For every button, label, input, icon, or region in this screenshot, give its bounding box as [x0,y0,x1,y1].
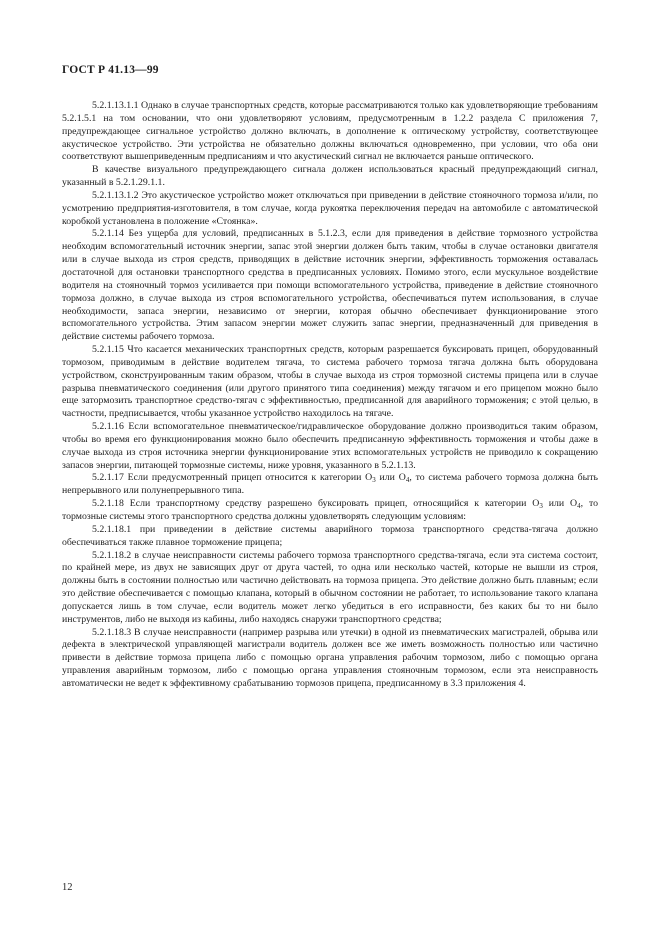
page-number: 12 [62,882,73,893]
paragraph-5-2-1-16: 5.2.1.16 Если вспомогательное пневматическое/гидравлическое оборудование должно производиться таким образом, чтобы во время его функционирования можно было обеспечить предписанную эффективность торможения и чтобы даже в случае выхода из строя источника энергии функционирование этих вспомогательных устройств не приводило к сокращению запасов энергии, питающей тормозные системы, ниже уровня, указанного в 5.2.1.13. [62,421,598,471]
paragraph-5-2-1-18-3: 5.2.1.18.3 В случае неисправности (например разрыва или утечки) в одной из пневматических магистралей, обрыва или дефекта в электрической управляющей магистрали водитель должен все же иметь возможность полностью или частично привести в действие тормоза прицепа либо с помощью органа управления рабочим тормозом, либо с помощью органа управления аварийным тормозом, либо с помощью органа управления стояночным тормозом, если эта неисправность автоматически не ведет к эффективному срабатыванию тормозов прицепа, предписанному в 3.3 приложения 4. [62,626,598,689]
text-segment: , то система рабочего тормоза должна быть непрерывного или полунепрерывного типа. [62,472,598,497]
paragraph-5-2-1-15: 5.2.1.15 Что касается механических транспортных средств, которым разрешается буксировать прицеп, оборудованный тормозом, приводимым в действие водителем тягача, то система рабочего тормоза тягача должна быть оборудована устройством, сконструированным таким образом, чтобы в случае выхода из строя тормозной системы прицепа или в случае разрыва пневматического соединения (или другого принятого типа соединения) между тягачом и его прицепом можно было еще затормозить транспортное средство-тягач с эффективностью, предписанной для аварийного торможения; с этой целью, в частности, предписывается, чтобы указанное устройство находилось на тягаче. [62,344,598,420]
paragraph-5-2-1-18-1: 5.2.1.18.1 при приведении в действие системы аварийного тормоза транспортного средства-тягача должно обеспечиваться также плавное торможение прицепа; [62,523,598,548]
text-segment: или О [375,472,406,484]
text-segment: , то тормозные системы этого транспортного средства должны удовлетворять следующим условиям: [62,498,598,522]
document-header: ГОСТ Р 41.13—99 [62,64,159,76]
paragraph-5-2-1-17 [62,472,598,498]
paragraph-5-2-1-13-1-1: 5.2.1.13.1.1 Однако в случае транспортных средств, которые рассматриваются только как удовлетворяющие требованиям 5.2.1.5.1 на том основании, что они удовлетворяют условиям, предусмотренным в 1.2.2 раздела С приложения 7, предупреждающее сигнальное устройство должно включать, в дополнение к оптическому устройству, соответствующее акустическое устройство. Эти устройства не обязательно должны включаться одновременно, при условии, что оба они соответствуют вышеприведенным предписаниям и что акустический сигнал не включается раньше оптического. [62,100,598,163]
text-segment: или О [542,498,578,510]
subscript: 4 [577,502,581,511]
text-segment: 5.2.1.17 Если предусмотренный прицеп относится к категории О [92,472,373,484]
paragraph-5-2-1-18 [62,498,598,524]
paragraph-visual-signal: В качестве визуального предупреждающего сигнала должен использоваться красный предупреждающий сигнал, указанный в 5.2.1.29.1.1. [62,164,598,189]
subscript: 4 [405,476,410,485]
paragraph-5-2-1-14: 5.2.1.14 Без ущерба для условий, предписанных в 5.1.2.3, если для приведения в действие тормозного устройства необходим вспомогательный источник энергии, запас этой энергии должен быть таким, чтобы в случае остановки двигателя или в случае выхода из строя средств, приводящих в действие источник энергии, эффективность торможения оставалась достаточной для остановки транспортного средства в предписанных условиях. Помимо этого, если мускульное воздействие водителя на стояночный тормоз усиливается при помощи вспомогательного устройства, приведение в действие стояночного тормоза должно, в случае выхода из строя вспомогательного устройства, обеспечиваться путем использования, в случае необходимости, запаса энергии, независимо от энергии, которая обычно обеспечивает функционирование этого вспомогательного устройства. Этим запасом энергии может служить запас энергии, предназначенный для приведения в действие системы рабочего тормоза. [62,228,598,343]
subscript: 3 [539,502,543,511]
text-segment: 5.2.1.18 Если транспортному средству разрешено буксировать прицеп, относящийся к категории О [92,498,540,510]
paragraph-5-2-1-18-2: 5.2.1.18.2 в случае неисправности системы рабочего тормоза транспортного средства-тягача, если эта система состоит, по крайней мере, из двух не зависящих друг от друга частей, то одна или несколько частей, которые не вышли из строя, должны быть в состоянии полностью или частично действовать на тормоза прицепа. Это действие должно быть плавным; если это действие обеспечивается с помощью клапана, который в обычном состоянии не работает, то использование такого клапана допускается лишь в том случае, если водитель может легко убедиться в его исправности, без каких бы то ни было инструментов, либо не выходя из кабины, либо находясь снаружи транспортного средства; [62,549,598,625]
document-body [62,100,598,691]
paragraph-5-2-1-13-1-2: 5.2.1.13.1.2 Это акустическое устройство может отключаться при приведении в действие стояночного тормоза и/или, по усмотрению предприятия-изготовителя, в том случае, когда рукоятка переключения передач на автомобиле с автоматической коробкой установлена в положение «Стоянка». [62,189,598,227]
subscript: 3 [372,476,376,485]
